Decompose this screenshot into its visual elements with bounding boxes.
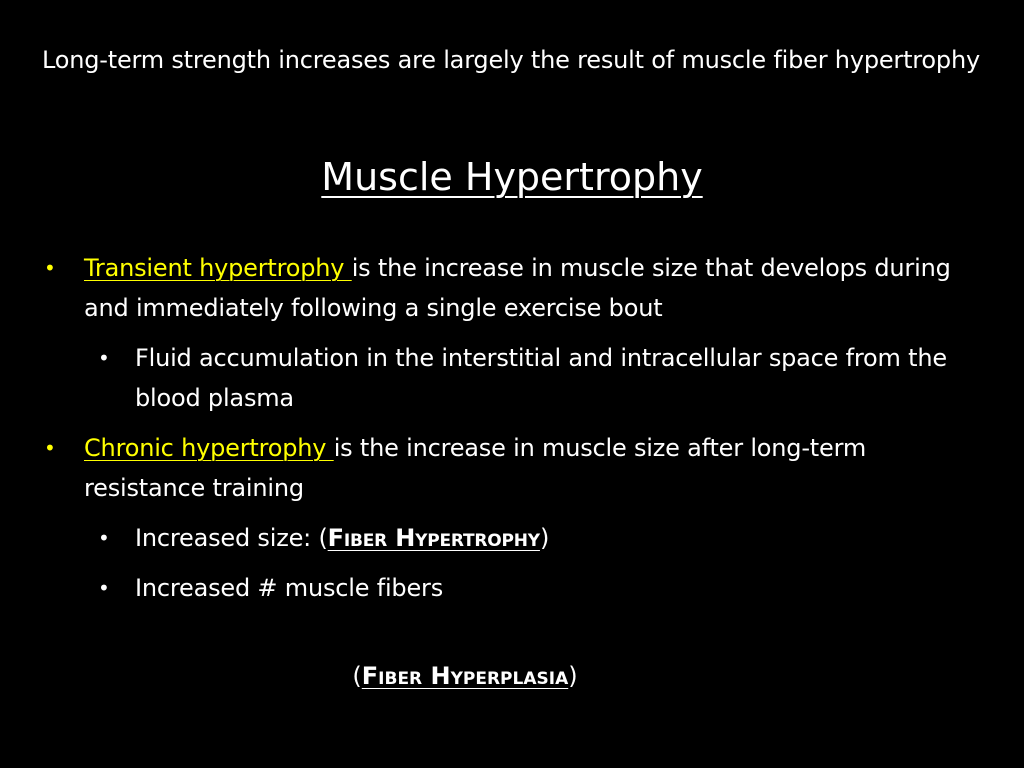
note-prefix: (: [352, 662, 362, 690]
bullet-text: is the increase in muscle size that develops during and immediately following a single exercise bout: [84, 254, 951, 322]
bullet-icon: •: [98, 576, 110, 600]
note-suffix: ): [568, 662, 578, 690]
bullet-icon: •: [98, 346, 110, 370]
fiber-hyperplasia-note: [0, 656, 930, 696]
slide-title: Muscle Hypertrophy: [321, 155, 703, 199]
sub-bullet-prefix: Increased size: (: [135, 524, 328, 552]
fiber-hyperplasia-label: Fiber Hyperplasia: [361, 662, 569, 690]
header-note: Long-term strength increases are largely the result of muscle fiber hypertrophy: [42, 46, 980, 74]
bullet-text: is the increase in muscle size after long-term resistance training: [84, 434, 866, 502]
sub-bullet-text: Increased # muscle fibers: [135, 574, 444, 602]
bullet-list: [42, 248, 972, 618]
bullet-chronic-hypertrophy: [42, 428, 972, 508]
bullet-transient-hypertrophy: [42, 248, 972, 328]
sub-bullet-increased-size: [42, 518, 972, 558]
sub-bullet-text: Fluid accumulation in the interstitial and intracellular space from the blood plasma: [135, 344, 947, 412]
term-transient-hypertrophy: Transient hypertrophy: [84, 254, 352, 282]
sub-bullet-fluid-accumulation: [42, 338, 972, 418]
sub-bullet-increased-fibers: [42, 568, 972, 608]
fiber-hypertrophy-label: Fiber Hypertrophy: [327, 524, 540, 552]
term-chronic-hypertrophy: Chronic hypertrophy: [84, 434, 334, 462]
bullet-icon: •: [44, 256, 56, 280]
bullet-icon: •: [44, 436, 56, 460]
bullet-icon: •: [98, 526, 110, 550]
sub-bullet-suffix: ): [539, 524, 550, 552]
